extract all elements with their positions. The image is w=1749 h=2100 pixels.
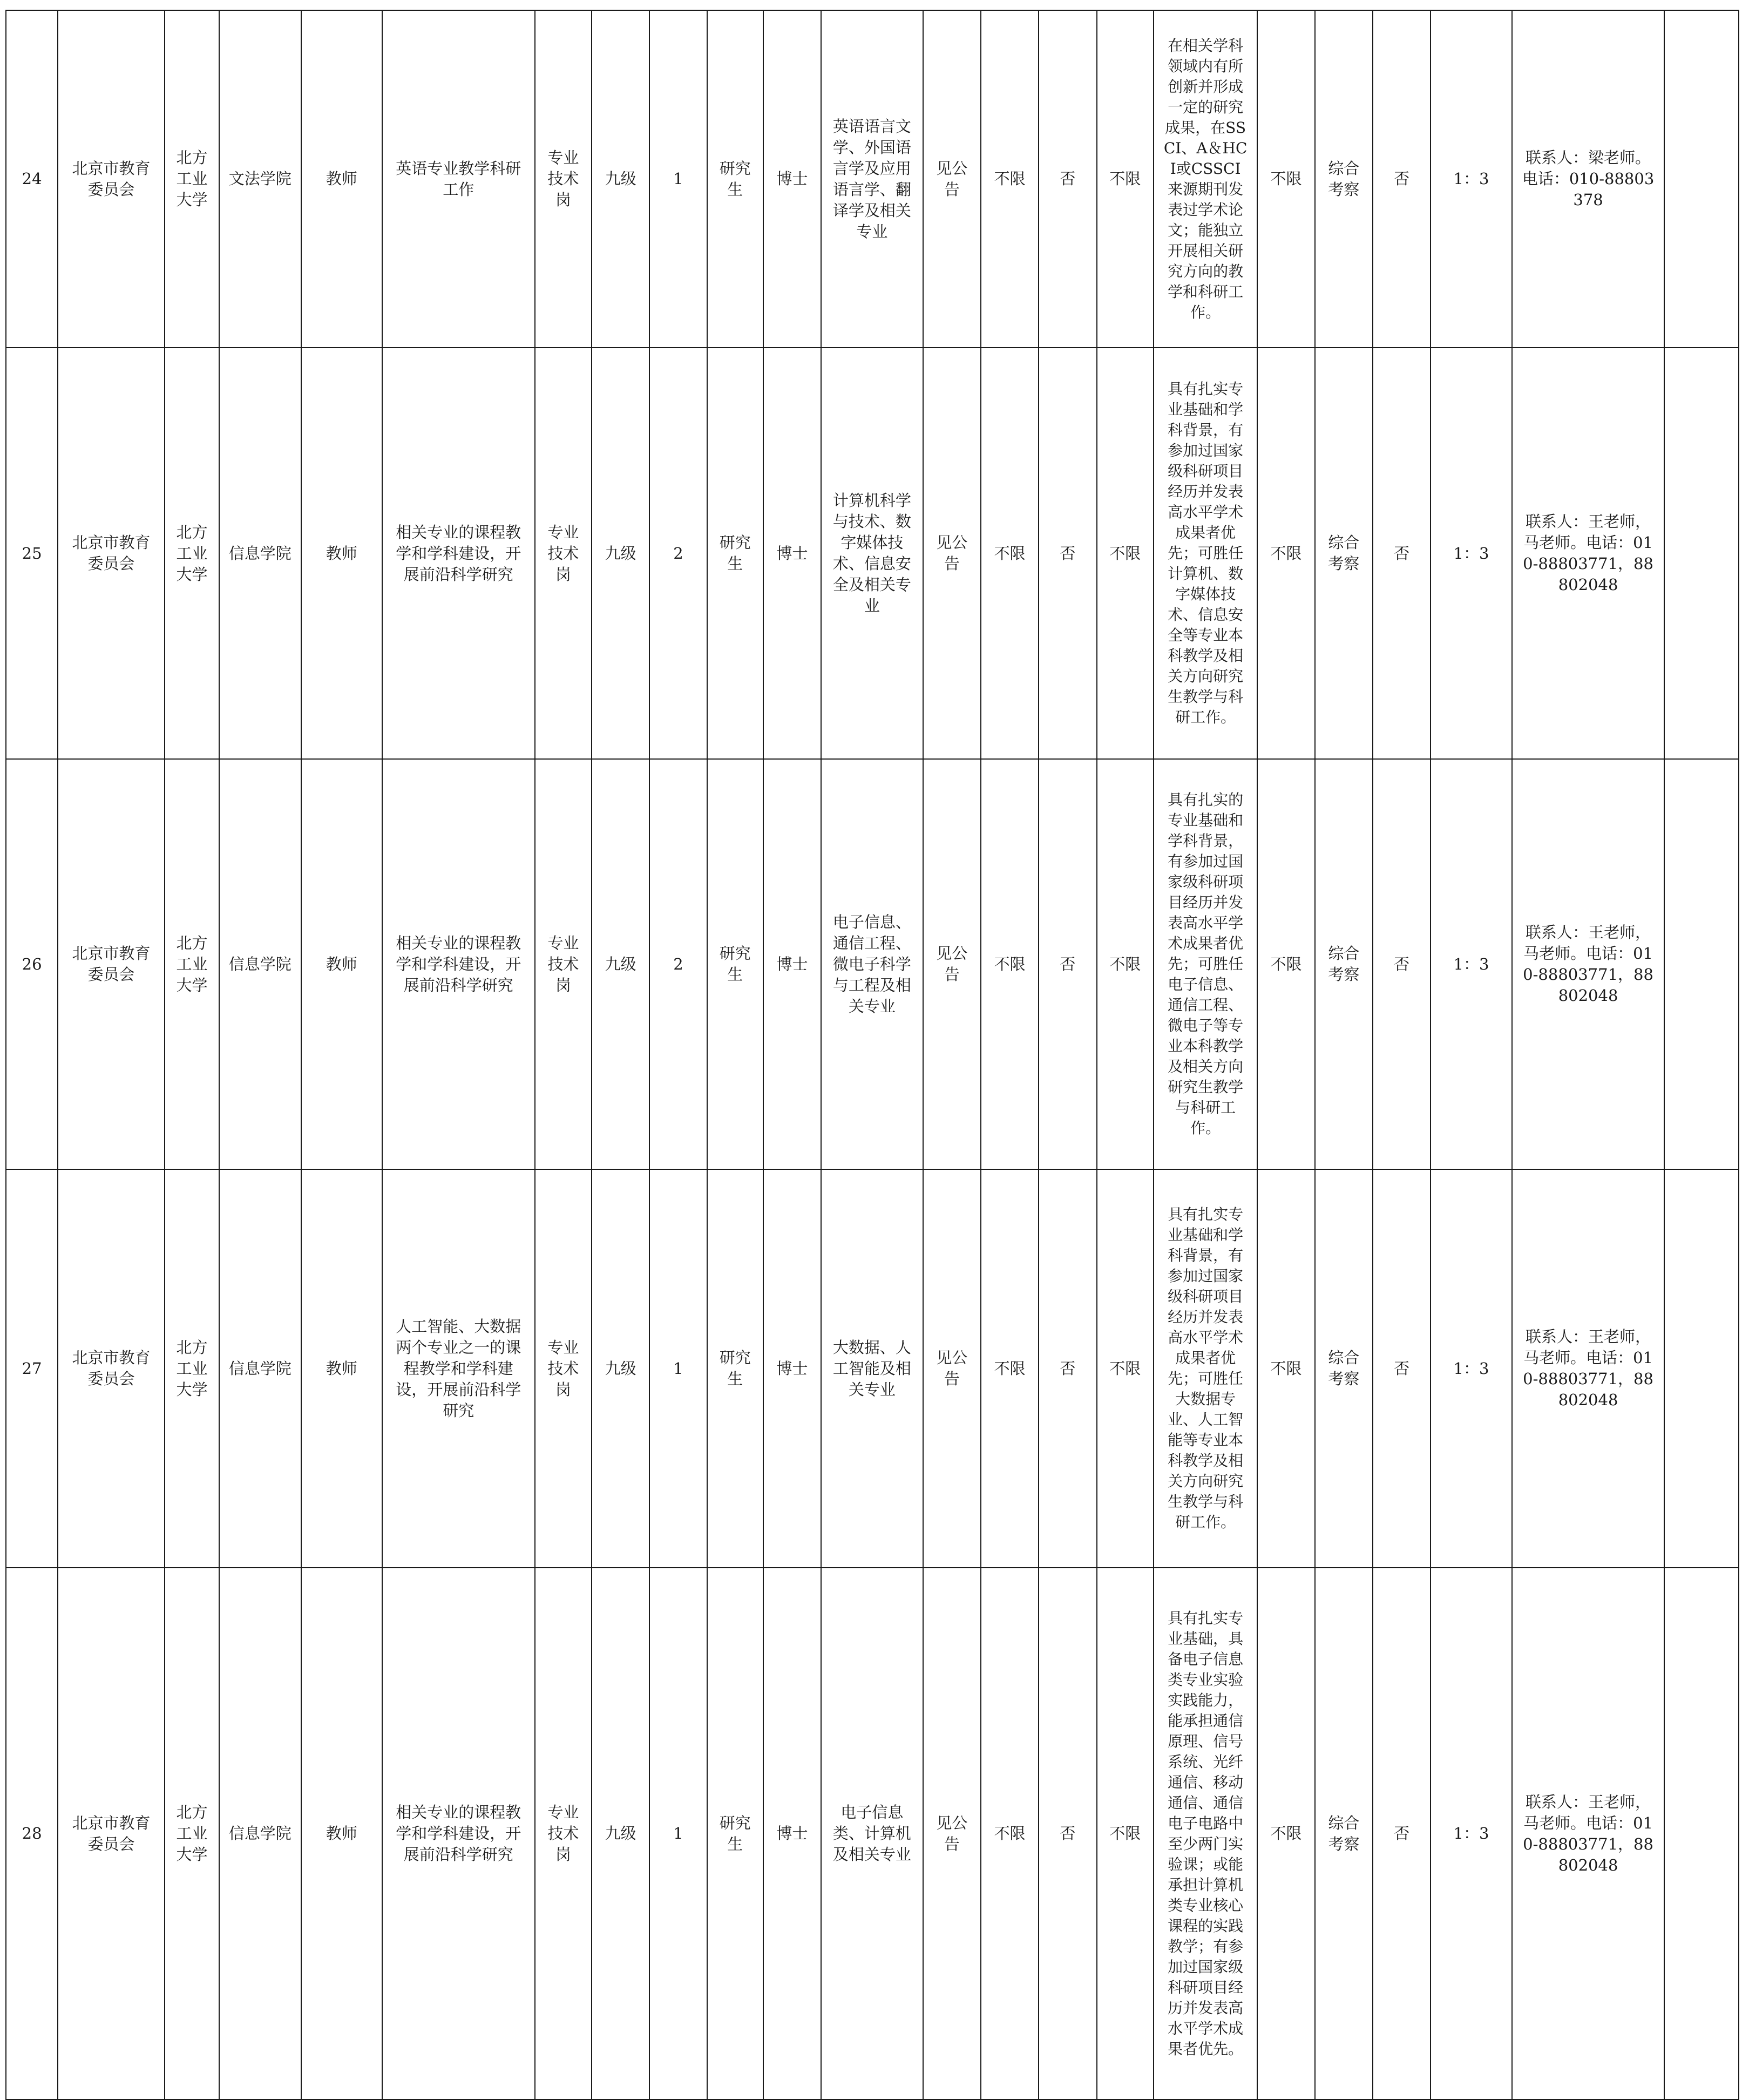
cell-politics: 不限 [981,1169,1039,1568]
cell-hukou: 否 [1039,1169,1096,1568]
cell-college: 信息学院 [219,1169,301,1568]
cell-other-requirements: 具有扎实专业基础和学科背景，有参加过国家级科研项目经历并发表高水平学术成果者优先；可胜任计算机、数字媒体技术、信息安全等专业本科教学及相关方向研究生教学与科研工作。 [1154,348,1258,759]
cell-degree: 博士 [763,1568,821,2099]
cell-post-type: 专业技术岗 [535,759,592,1169]
cell-position: 教师 [301,348,382,759]
cell-position: 教师 [301,1568,382,2099]
cell-college: 信息学院 [219,1568,301,2099]
cell-level: 九级 [592,10,649,348]
cell-education: 研究生 [707,1169,763,1568]
cell-dept: 北京市教育委员会 [58,1169,165,1568]
cell-count: 1 [649,1169,707,1568]
cell-hukou: 否 [1039,1568,1096,2099]
cell-other-requirements: 在相关学科领域内有所创新并形成一定的研究成果，在SSCI、A＆HCI或CSSCI来源期刊发表过学术论文；能独立开展相关研究方向的教学和科研工作。 [1154,10,1258,348]
cell-position: 教师 [301,1169,382,1568]
cell-exam-method: 综合考察 [1315,1568,1373,2099]
cell-contact: 联系人：王老师，马老师。电话：010-88803771，88802048 [1512,1169,1665,1568]
cell-professional-test: 否 [1373,1169,1431,1568]
cell-remark [1664,10,1739,348]
cell-duty: 相关专业的课程教学和学科建设，开展前沿科学研究 [382,759,535,1169]
cell-count: 2 [649,348,707,759]
cell-contact: 联系人：梁老师。电话：010-88803378 [1512,10,1665,348]
cell-education: 研究生 [707,10,763,348]
cell-politics: 不限 [981,10,1039,348]
cell-other-limit: 不限 [1257,348,1314,759]
cell-dept: 北京市教育委员会 [58,10,165,348]
cell-level: 九级 [592,759,649,1169]
cell-hukou: 否 [1039,759,1096,1169]
cell-remark [1664,759,1739,1169]
cell-degree: 博士 [763,10,821,348]
cell-contact: 联系人：王老师，马老师。电话：010-88803771，88802048 [1512,1568,1665,2099]
cell-experience: 不限 [1097,759,1154,1169]
cell-major: 电子信息类、计算机及相关专业 [821,1568,923,2099]
cell-professional-test: 否 [1373,348,1431,759]
cell-professional-test: 否 [1373,1568,1431,2099]
cell-degree: 博士 [763,348,821,759]
cell-college: 文法学院 [219,10,301,348]
cell-other-limit: 不限 [1257,1568,1314,2099]
cell-unit: 北方工业大学 [165,1568,219,2099]
cell-major: 计算机科学与技术、数字媒体技术、信息安全及相关专业 [821,348,923,759]
cell-education: 研究生 [707,759,763,1169]
table-row [6,10,1739,348]
cell-count: 1 [649,1568,707,2099]
cell-experience: 不限 [1097,348,1154,759]
cell-post-type: 专业技术岗 [535,1169,592,1568]
cell-ratio: 1：3 [1431,10,1511,348]
cell-other-limit: 不限 [1257,10,1314,348]
cell-unit: 北方工业大学 [165,10,219,348]
cell-other-requirements: 具有扎实的专业基础和学科背景，有参加过国家级科研项目经历并发表高水平学术成果者优先；可胜任电子信息、通信工程、微电子等专业本科教学及相关方向研究生教学与科研工作。 [1154,759,1258,1169]
cell-other-requirements: 具有扎实专业基础和学科背景，有参加过国家级科研项目经历并发表高水平学术成果者优先；可胜任大数据专业、人工智能等专业本科教学及相关方向研究生教学与科研工作。 [1154,1169,1258,1568]
cell-no: 24 [6,10,58,348]
table-row [6,348,1739,759]
cell-major: 大数据、人工智能及相关专业 [821,1169,923,1568]
cell-no: 26 [6,759,58,1169]
cell-contact: 联系人：王老师，马老师。电话：010-88803771，88802048 [1512,759,1665,1169]
cell-count: 1 [649,10,707,348]
cell-exam-method: 综合考察 [1315,348,1373,759]
cell-professional-test: 否 [1373,759,1431,1169]
cell-position: 教师 [301,759,382,1169]
cell-dept: 北京市教育委员会 [58,1568,165,2099]
cell-age: 见公告 [923,348,981,759]
cell-remark [1664,1169,1739,1568]
cell-remark [1664,348,1739,759]
cell-degree: 博士 [763,759,821,1169]
cell-unit: 北方工业大学 [165,759,219,1169]
cell-age: 见公告 [923,10,981,348]
cell-age: 见公告 [923,1568,981,2099]
cell-duty: 相关专业的课程教学和学科建设，开展前沿科学研究 [382,1568,535,2099]
cell-dept: 北京市教育委员会 [58,759,165,1169]
table-row [6,759,1739,1169]
cell-ratio: 1：3 [1431,1568,1511,2099]
cell-hukou: 否 [1039,348,1096,759]
cell-remark [1664,1568,1739,2099]
cell-hukou: 否 [1039,10,1096,348]
cell-post-type: 专业技术岗 [535,348,592,759]
cell-other-limit: 不限 [1257,759,1314,1169]
cell-position: 教师 [301,10,382,348]
cell-professional-test: 否 [1373,10,1431,348]
cell-politics: 不限 [981,759,1039,1169]
cell-no: 28 [6,1568,58,2099]
cell-experience: 不限 [1097,1169,1154,1568]
cell-exam-method: 综合考察 [1315,1169,1373,1568]
cell-experience: 不限 [1097,1568,1154,2099]
cell-duty: 英语专业教学科研工作 [382,10,535,348]
cell-college: 信息学院 [219,759,301,1169]
table-row [6,1568,1739,2099]
cell-level: 九级 [592,1169,649,1568]
recruitment-table [5,10,1739,2100]
cell-ratio: 1：3 [1431,348,1511,759]
cell-other-limit: 不限 [1257,1169,1314,1568]
cell-post-type: 专业技术岗 [535,10,592,348]
cell-age: 见公告 [923,759,981,1169]
cell-politics: 不限 [981,1568,1039,2099]
cell-dept: 北京市教育委员会 [58,348,165,759]
cell-no: 27 [6,1169,58,1568]
cell-post-type: 专业技术岗 [535,1568,592,2099]
table-row [6,1169,1739,1568]
cell-exam-method: 综合考察 [1315,759,1373,1169]
cell-age: 见公告 [923,1169,981,1568]
cell-degree: 博士 [763,1169,821,1568]
cell-experience: 不限 [1097,10,1154,348]
cell-contact: 联系人：王老师，马老师。电话：010-88803771，88802048 [1512,348,1665,759]
cell-education: 研究生 [707,348,763,759]
cell-count: 2 [649,759,707,1169]
cell-major: 英语语言文学、外国语言学及应用语言学、翻译学及相关专业 [821,10,923,348]
cell-unit: 北方工业大学 [165,1169,219,1568]
cell-unit: 北方工业大学 [165,348,219,759]
cell-other-requirements: 具有扎实专业基础，具备电子信息类专业实验实践能力，能承担通信原理、信号系统、光纤通信、移动通信、通信电子电路中至少两门实验课；或能承担计算机类专业核心课程的实践教学；有参加过国家级科研项目经历并发表高水平学术成果者优先。 [1154,1568,1258,2099]
cell-duty: 相关专业的课程教学和学科建设，开展前沿科学研究 [382,348,535,759]
cell-level: 九级 [592,1568,649,2099]
cell-ratio: 1：3 [1431,1169,1511,1568]
cell-major: 电子信息、通信工程、微电子科学与工程及相关专业 [821,759,923,1169]
cell-level: 九级 [592,348,649,759]
cell-college: 信息学院 [219,348,301,759]
cell-education: 研究生 [707,1568,763,2099]
cell-duty: 人工智能、大数据两个专业之一的课程教学和学科建设，开展前沿科学研究 [382,1169,535,1568]
cell-no: 25 [6,348,58,759]
cell-politics: 不限 [981,348,1039,759]
cell-ratio: 1：3 [1431,759,1511,1169]
cell-exam-method: 综合考察 [1315,10,1373,348]
